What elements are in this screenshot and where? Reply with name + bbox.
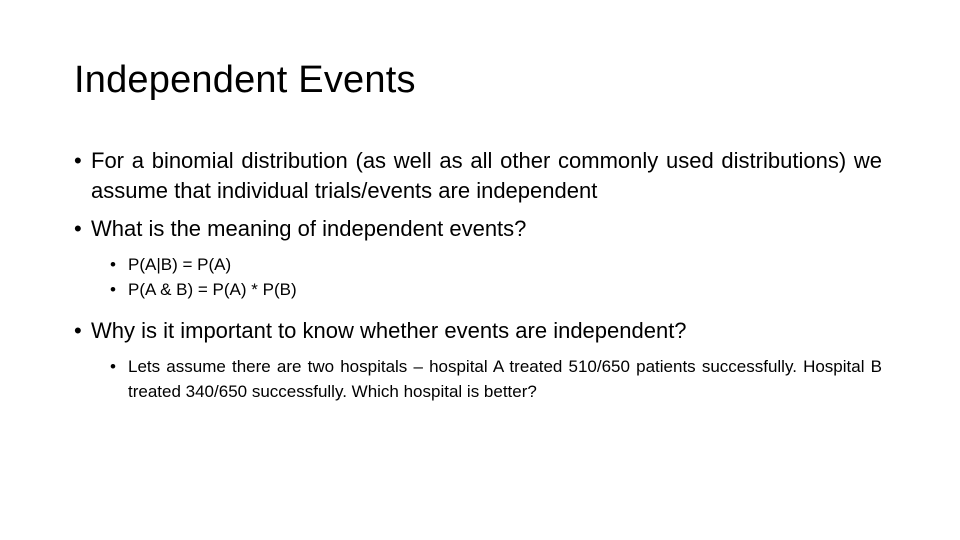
- slide-title: Independent Events: [74, 59, 416, 101]
- sub-bullet-text: Lets assume there are two hospitals – hospital A treated 510/650 patients successfully. Hospital B treated 340/650 successfully. Which hospital is better?: [128, 357, 882, 401]
- bullet-text: Why is it important to know whether events are independent?: [91, 318, 687, 343]
- sub-bullet-text: P(A & B) = P(A) * P(B): [128, 280, 297, 299]
- bullet-icon: •: [74, 148, 82, 173]
- sub-bullet-item: [74, 252, 882, 277]
- sub-bullet-item: [74, 354, 882, 404]
- bullet-icon: •: [74, 318, 82, 343]
- sub-bullet-item: [74, 277, 882, 302]
- bullet-icon: •: [110, 357, 116, 376]
- sub-bullet-text: P(A|B) = P(A): [128, 255, 232, 274]
- bullet-item: [74, 316, 882, 346]
- bullet-item: [74, 146, 882, 206]
- bullet-icon: •: [110, 255, 116, 274]
- bullet-icon: •: [110, 280, 116, 299]
- bullet-item: [74, 214, 882, 244]
- bullet-text: For a binomial distribution (as well as all other commonly used distributions) we assume that individual trials/events are independent: [91, 148, 882, 203]
- bullet-text: What is the meaning of independent events?: [91, 216, 527, 241]
- bullet-icon: •: [74, 216, 82, 241]
- slide-body: [74, 146, 882, 404]
